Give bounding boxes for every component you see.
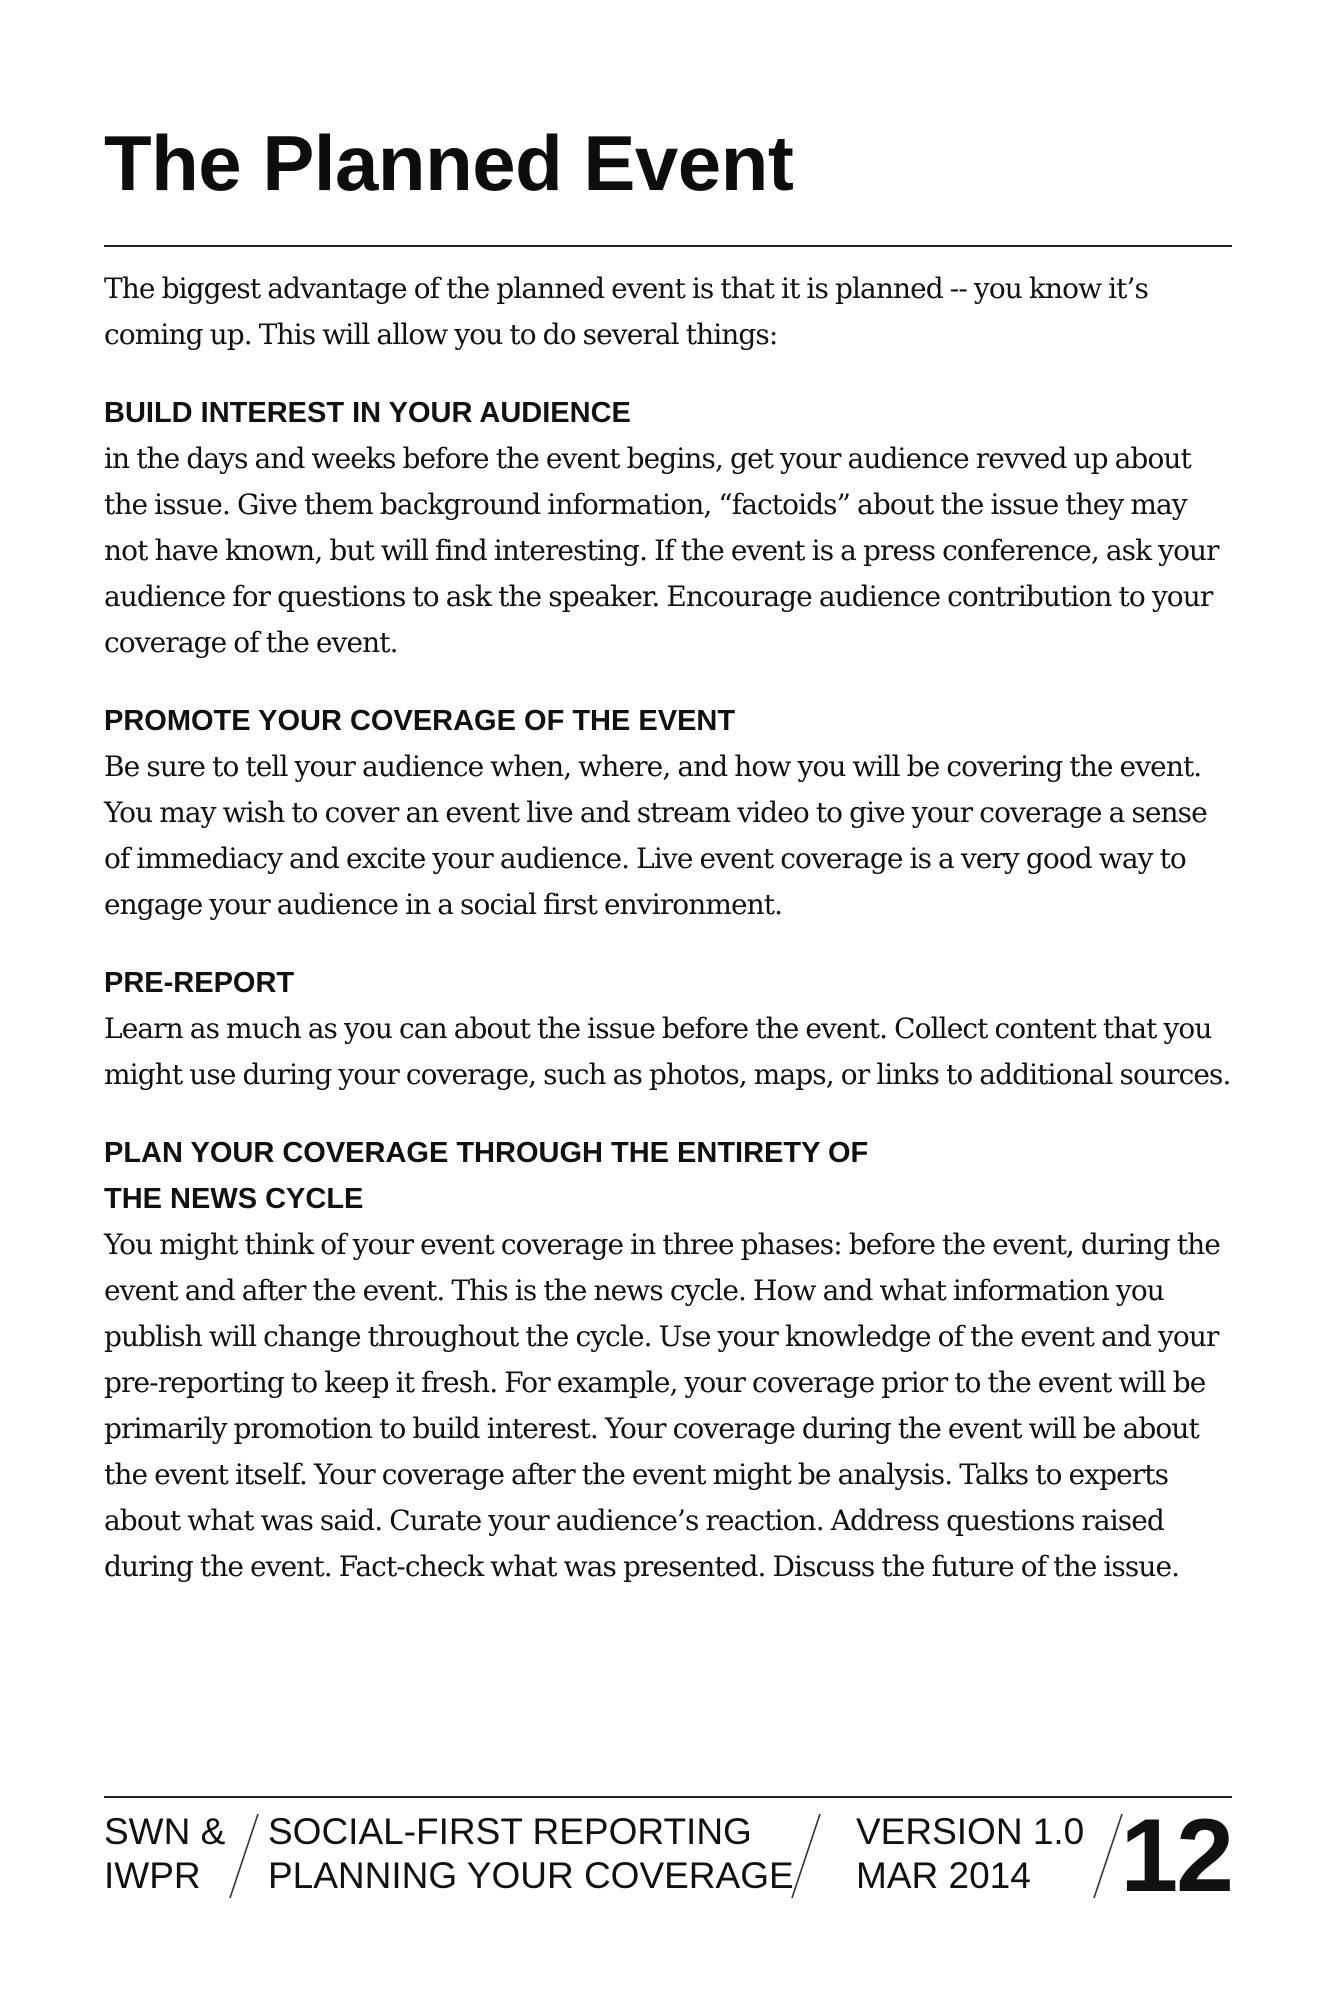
footer-org-line2: IWPR — [104, 1855, 201, 1896]
section-build-interest — [104, 390, 1232, 666]
content-body — [104, 266, 1232, 1590]
section-promote-coverage — [104, 698, 1232, 928]
footer-separator-slash — [228, 1812, 260, 1900]
page-title: The Planned Event — [104, 119, 794, 207]
footer-divider — [104, 1796, 1232, 1798]
footer-version-line1: VERSION 1.0 — [856, 1811, 1085, 1852]
section-heading: PLAN YOUR COVERAGE THROUGH THE ENTIRETY OF THE NEWS CYCLE — [104, 1137, 869, 1215]
section-text: You might think of your event coverage in three phases: before the event, during the event and after the event. This is the news cycle. How and what information you publish will change throughout the cycle. Use your knowledge of the event and your pre-reporting to keep it fresh. For example, your coverage prior to the event will be primarily promotion to build interest. Your coverage during the event will be about the event itself. Your coverage after the event might be analysis. Talks to experts about what was said. Curate your audience’s reaction. Address questions raised during the event. Fact-check what was presented. Discuss the future of the issue. — [104, 1228, 1220, 1583]
section-heading: PRE-REPORT — [104, 967, 295, 999]
footer-guide — [268, 1810, 794, 1898]
section-text: Learn as much as you can about the issue before the event. Collect content that you might use during your coverage, such as photos, maps, or links to additional sources. — [104, 1012, 1231, 1091]
section-plan-coverage — [104, 1130, 1232, 1590]
footer-guide-line1: SOCIAL-FIRST REPORTING — [268, 1811, 752, 1852]
footer-separator-slash — [1092, 1812, 1124, 1900]
section-text: in the days and weeks before the event begins, get your audience revved up about the issue. Give them background information, “factoids” about the issue they may not have known, but will find interesting. If the event is a press conference, ask your audience for questions to ask the speaker. Encourage audience contribution to your coverage of the event. — [104, 442, 1219, 659]
section-text: Be sure to tell your audience when, where, and how you will be covering the event. You may wish to cover an event live and stream video to give your coverage a sense of immediacy and excite your audience. Live event coverage is a very good way to engage your audience in a social first environment. — [104, 750, 1207, 921]
intro-paragraph: The biggest advantage of the planned event is that it is planned -- you know it’s coming up. This will allow you to do several things: — [104, 272, 1149, 351]
footer-guide-line2: PLANNING YOUR COVERAGE — [268, 1855, 794, 1896]
page-footer — [104, 1798, 1232, 1914]
footer-version — [856, 1810, 1084, 1898]
footer-org — [104, 1810, 225, 1898]
page-number: 12 — [1120, 1798, 1232, 1914]
section-heading: PROMOTE YOUR COVERAGE OF THE EVENT — [104, 705, 736, 737]
section-pre-report — [104, 960, 1232, 1098]
footer-separator-slash — [790, 1812, 822, 1900]
footer-org-line1: SWN & — [104, 1811, 226, 1852]
section-heading: BUILD INTEREST IN YOUR AUDIENCE — [104, 397, 631, 429]
footer-version-line2: MAR 2014 — [856, 1855, 1031, 1896]
title-divider — [104, 245, 1232, 247]
